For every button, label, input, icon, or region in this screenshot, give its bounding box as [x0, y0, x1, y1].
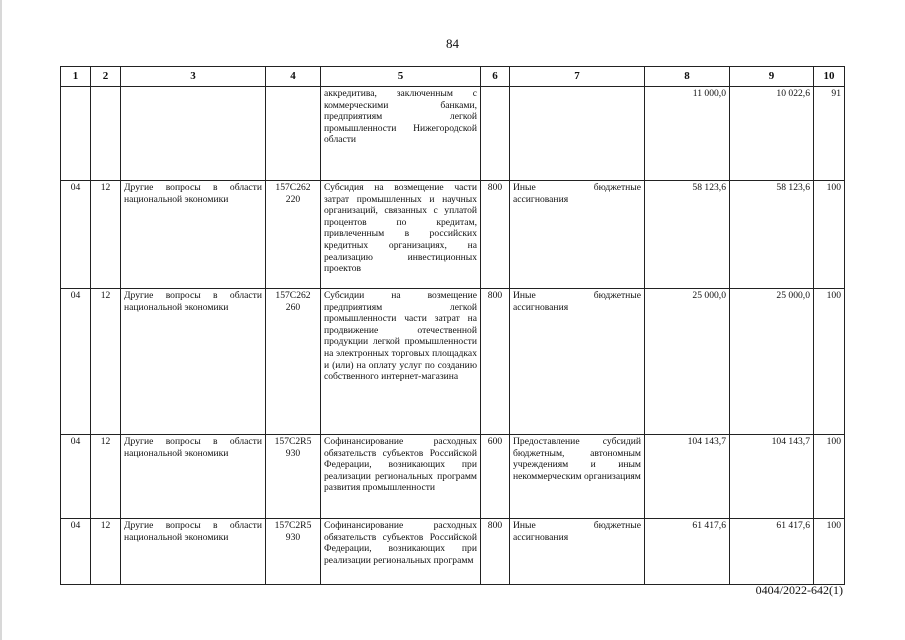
- header-col-3: 3: [121, 67, 266, 87]
- header-col-8: 8: [645, 67, 730, 87]
- cell-expense-type: [481, 87, 510, 181]
- header-row: [61, 67, 845, 87]
- cell-subsection: 12: [91, 289, 121, 435]
- header-col-1: 1: [61, 67, 91, 87]
- cell-target-code: 157С2R5 930: [266, 435, 321, 519]
- cell-actual-amount: 58 123,6: [730, 181, 814, 289]
- header-col-6: 6: [481, 67, 510, 87]
- cell-section: 04: [61, 181, 91, 289]
- cell-subsection: 12: [91, 519, 121, 585]
- table-body: [61, 87, 845, 585]
- cell-actual-amount: 104 143,7: [730, 435, 814, 519]
- cell-planned-amount: 104 143,7: [645, 435, 730, 519]
- cell-planned-amount: 25 000,0: [645, 289, 730, 435]
- cell-section: 04: [61, 289, 91, 435]
- page-left-edge: [0, 0, 2, 640]
- cell-expense-type-name: Иные бюджетные ассигнования: [510, 519, 645, 585]
- cell-section-name: Другие вопросы в области национальной экономики: [121, 435, 266, 519]
- cell-section: [61, 87, 91, 181]
- cell-planned-amount: 61 417,6: [645, 519, 730, 585]
- cell-percent: 100: [814, 435, 845, 519]
- cell-expense-name: аккредитива, заключенным с коммерческими банками, предприятиям легкой промышленности Нижегородской области: [321, 87, 481, 181]
- header-col-7: 7: [510, 67, 645, 87]
- cell-expense-type-name: Иные бюджетные ассигнования: [510, 181, 645, 289]
- cell-expense-type: 800: [481, 181, 510, 289]
- cell-percent: 91: [814, 87, 845, 181]
- cell-section-name: Другие вопросы в области национальной экономики: [121, 181, 266, 289]
- budget-table: [60, 66, 845, 585]
- header-col-2: 2: [91, 67, 121, 87]
- header-col-9: 9: [730, 67, 814, 87]
- cell-actual-amount: 25 000,0: [730, 289, 814, 435]
- cell-subsection: [91, 87, 121, 181]
- cell-expense-type: 600: [481, 435, 510, 519]
- cell-expense-name: Софинансирование расходных обязательств субъектов Российской Федерации, возникающих при реализации региональных программ развития промышленности: [321, 435, 481, 519]
- cell-actual-amount: 61 417,6: [730, 519, 814, 585]
- table-row: [61, 289, 845, 435]
- cell-expense-name: Субсидии на возмещение предприятиям легкой промышленности части затрат на продвижение отечественной продукции легкой промышленности на электронных торговых площадках и (или) на оплату услуг по созданию собственного интернет-магазина: [321, 289, 481, 435]
- cell-planned-amount: 58 123,6: [645, 181, 730, 289]
- table-row: [61, 435, 845, 519]
- cell-expense-type: 800: [481, 519, 510, 585]
- cell-target-code: 157С262 220: [266, 181, 321, 289]
- cell-percent: 100: [814, 289, 845, 435]
- cell-expense-type-name: [510, 87, 645, 181]
- table-row: [61, 519, 845, 585]
- cell-section-name: Другие вопросы в области национальной экономики: [121, 519, 266, 585]
- cell-target-code: [266, 87, 321, 181]
- cell-percent: 100: [814, 181, 845, 289]
- page-number: 84: [446, 36, 459, 51]
- cell-target-code: 157С262 260: [266, 289, 321, 435]
- header-col-5: 5: [321, 67, 481, 87]
- cell-section-name: Другие вопросы в области национальной экономики: [121, 289, 266, 435]
- table-row: [61, 181, 845, 289]
- cell-section: 04: [61, 435, 91, 519]
- cell-target-code: 157С2R5 930: [266, 519, 321, 585]
- cell-expense-type-name: Предоставление субсидий бюджетным, автономным учреждениям и иным некоммерческим организациям: [510, 435, 645, 519]
- header-col-10: 10: [814, 67, 845, 87]
- cell-section: 04: [61, 519, 91, 585]
- cell-percent: 100: [814, 519, 845, 585]
- document-code: 0404/2022-642(1): [755, 583, 843, 597]
- cell-expense-name: Софинансирование расходных обязательств субъектов Российской Федерации, возникающих при реализации региональных программ: [321, 519, 481, 585]
- cell-actual-amount: 10 022,6: [730, 87, 814, 181]
- cell-subsection: 12: [91, 181, 121, 289]
- cell-section-name: [121, 87, 266, 181]
- cell-expense-type: 800: [481, 289, 510, 435]
- cell-expense-name: Субсидия на возмещение части затрат промышленных и научных организаций, связанных с уплатой процентов по кредитам, привлеченным в российских кредитных организациях, на реализацию инвестиционных проектов: [321, 181, 481, 289]
- table-header: [61, 67, 845, 87]
- cell-expense-type-name: Иные бюджетные ассигнования: [510, 289, 645, 435]
- cell-planned-amount: 11 000,0: [645, 87, 730, 181]
- cell-subsection: 12: [91, 435, 121, 519]
- table-row: [61, 87, 845, 181]
- header-col-4: 4: [266, 67, 321, 87]
